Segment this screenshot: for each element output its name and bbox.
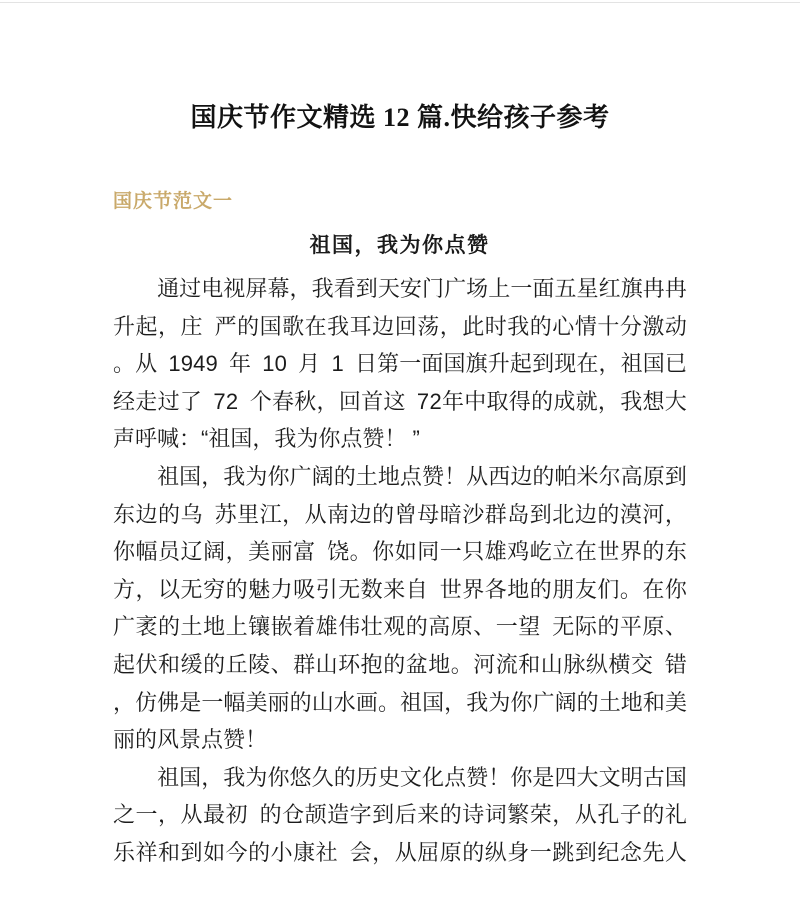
body-line: 经 走 过 了 7 2 个 春 秋 ， 回 首 这 7 2 年 中 取 得 的 成 就 ， 我 想 大 <box>113 388 687 414</box>
line-indent <box>113 458 157 496</box>
body-line: 祖 国 ， 我 为 你 广 阔 的 土 地 点 赞 ！ 从 西 边 的 帕 米 尔 高 原 到 <box>113 458 687 496</box>
body-line: 乐 祥 和 到 如 今 的 小 康 社 会 ， 从 屈 原 的 纵 身 一 跳 到 纪 念 先 人 <box>113 839 687 865</box>
body-line <box>113 721 687 759</box>
body-line: 。 从 1 9 4 9 年 1 0 月 1 日 第 一 面 国 旗 升 起 到 现 在 ， 祖 国 已 <box>113 351 687 377</box>
body-line: 起 伏 和 缓 的 丘 陵 、 群 山 环 抱 的 盆 地 。 河 流 和 山 脉 纵 横 交 错 <box>113 651 687 677</box>
top-divider <box>0 2 800 3</box>
body-line: 祖 国 ， 我 为 你 悠 久 的 历 史 文 化 点 赞 ！ 你 是 四 大 文 明 古 国 <box>113 759 687 797</box>
body-line-text: 丽的风景点赞！ <box>113 727 268 753</box>
page-title: 国庆节作文精选 12 篇.快给孩子参考 <box>190 103 610 132</box>
essay-body <box>113 270 687 872</box>
essay-title: 祖国，我为你点赞 <box>309 234 490 257</box>
body-line: 通 过 电 视 屏 幕 ， 我 看 到 天 安 门 广 场 上 一 面 五 星 红 旗 冉 冉 <box>113 270 687 308</box>
body-line: 你 幅 员 辽 阔 ， 美 丽 富 饶 。 你 如 同 一 只 雄 鸡 屹 立 在 世 界 的 东 <box>113 539 687 565</box>
body-line: 广 袤 的 土 地 上 镶 嵌 着 雄 伟 壮 观 的 高 原 、 一 望 无 际 的 平 原 、 <box>113 614 687 640</box>
body-line: ， 仿 佛 是 一 幅 美 丽 的 山 水 画 。 祖 国 ， 我 为 你 广 阔 的 土 地 和 美 <box>113 689 687 715</box>
line-indent <box>113 270 157 308</box>
body-line: 东 边 的 乌 苏 里 江 ， 从 南 边 的 曾 母 暗 沙 群 岛 到 北 边 的 漠 河 ， <box>113 501 687 527</box>
body-line <box>113 420 687 458</box>
body-line: 之 一 ， 从 最 初 的 仓 颉 造 字 到 后 来 的 诗 词 繁 荣 ， 从 孔 子 的 礼 <box>113 802 687 828</box>
body-line: 升 起 ， 庄 严 的 国 歌 在 我 耳 边 回 荡 ， 此 时 我 的 心 情 十 分 激 动 <box>113 313 687 339</box>
body-line-text: 声呼喊：“祖国，我为你点赞！ ” <box>113 426 420 452</box>
line-indent <box>113 759 157 797</box>
section-heading: 国庆节范文一 <box>113 191 234 212</box>
body-line: 方 ， 以 无 穷 的 魅 力 吸 引 无 数 来 自 世 界 各 地 的 朋 友 们 。 在 你 <box>113 576 687 602</box>
